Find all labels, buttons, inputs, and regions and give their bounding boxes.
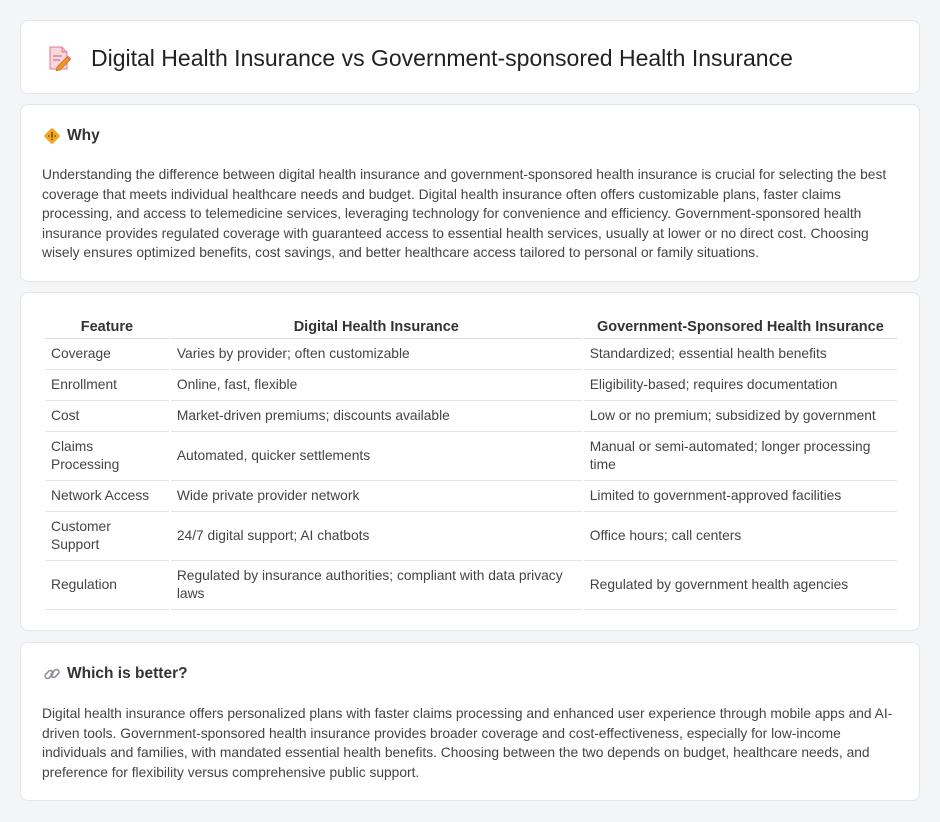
government-cell: Office hours; call centers (584, 512, 897, 561)
digital-cell: Automated, quicker settlements (171, 432, 582, 481)
digital-cell: 24/7 digital support; AI chatbots (171, 512, 582, 561)
feature-cell: Coverage (45, 339, 169, 370)
better-text: Digital health insurance offers personalized plans with faster claims processing and enhanced user experience through mobile apps and AI-driven tools. Government-sponsored health insurance provides broader coverage and cost-effectiveness, especially for low-income individuals and families, with mandated essential health benefits. Choosing between the two depends on budget, healthcare needs, and preference for flexibility versus comprehensive public support. (42, 706, 893, 780)
table-row (45, 401, 897, 432)
digital-cell: Wide private provider network (171, 481, 582, 512)
feature-cell: Regulation (45, 561, 169, 610)
table-row (45, 561, 897, 610)
table-row (45, 512, 897, 561)
feature-cell: Cost (45, 401, 169, 432)
government-cell: Limited to government-approved facilities (584, 481, 897, 512)
feature-cell: Customer Support (45, 512, 169, 561)
digital-cell: Online, fast, flexible (171, 370, 582, 401)
header-government: Government-Sponsored Health Insurance (584, 315, 897, 339)
header-digital: Digital Health Insurance (171, 315, 582, 339)
government-cell: Regulated by government health agencies (584, 561, 897, 610)
header-feature: Feature (45, 315, 169, 339)
title-card (20, 20, 920, 94)
feature-cell: Claims Processing (45, 432, 169, 481)
table-row (45, 432, 897, 481)
why-section (20, 104, 920, 282)
which-is-better-section (20, 642, 920, 801)
why-heading: Why (67, 127, 100, 144)
digital-cell: Market-driven premiums; discounts available (171, 401, 582, 432)
table-row (45, 481, 897, 512)
better-heading-row (43, 665, 188, 683)
feature-cell: Enrollment (45, 370, 169, 401)
page-title: Digital Health Insurance vs Government-sponsored Health Insurance (91, 45, 793, 71)
link-icon (43, 665, 61, 683)
why-text: Understanding the difference between digital health insurance and government-sponsored health insurance is crucial for selecting the best coverage that meets individual healthcare needs and budget. Digital health insurance often offers customizable plans, faster claims processing, and access to telemedicine services, leveraging technology for convenience and efficiency. Government-sponsored health insurance provides regulated coverage with guaranteed access to essential health services, usually at lower or no direct cost. Choosing wisely ensures optimized benefits, cost savings, and better healthcare access tailored to personal or family situations. (42, 167, 887, 261)
comparison-table (43, 315, 899, 610)
digital-cell: Varies by provider; often customizable (171, 339, 582, 370)
government-cell: Low or no premium; subsidized by government (584, 401, 897, 432)
better-heading: Which is better? (67, 665, 188, 682)
why-heading-row (43, 127, 100, 145)
table-row (45, 370, 897, 401)
title-row (47, 43, 793, 73)
government-cell: Manual or semi-automated; longer processing time (584, 432, 897, 481)
digital-cell: Regulated by insurance authorities; compliant with data privacy laws (171, 561, 582, 610)
table-row (45, 339, 897, 370)
diamond-warning-icon (43, 127, 61, 145)
feature-cell: Network Access (45, 481, 169, 512)
document-pencil-icon (47, 45, 71, 71)
comparison-table-section (20, 292, 920, 631)
government-cell: Eligibility-based; requires documentation (584, 370, 897, 401)
table-header-row (45, 315, 897, 339)
government-cell: Standardized; essential health benefits (584, 339, 897, 370)
